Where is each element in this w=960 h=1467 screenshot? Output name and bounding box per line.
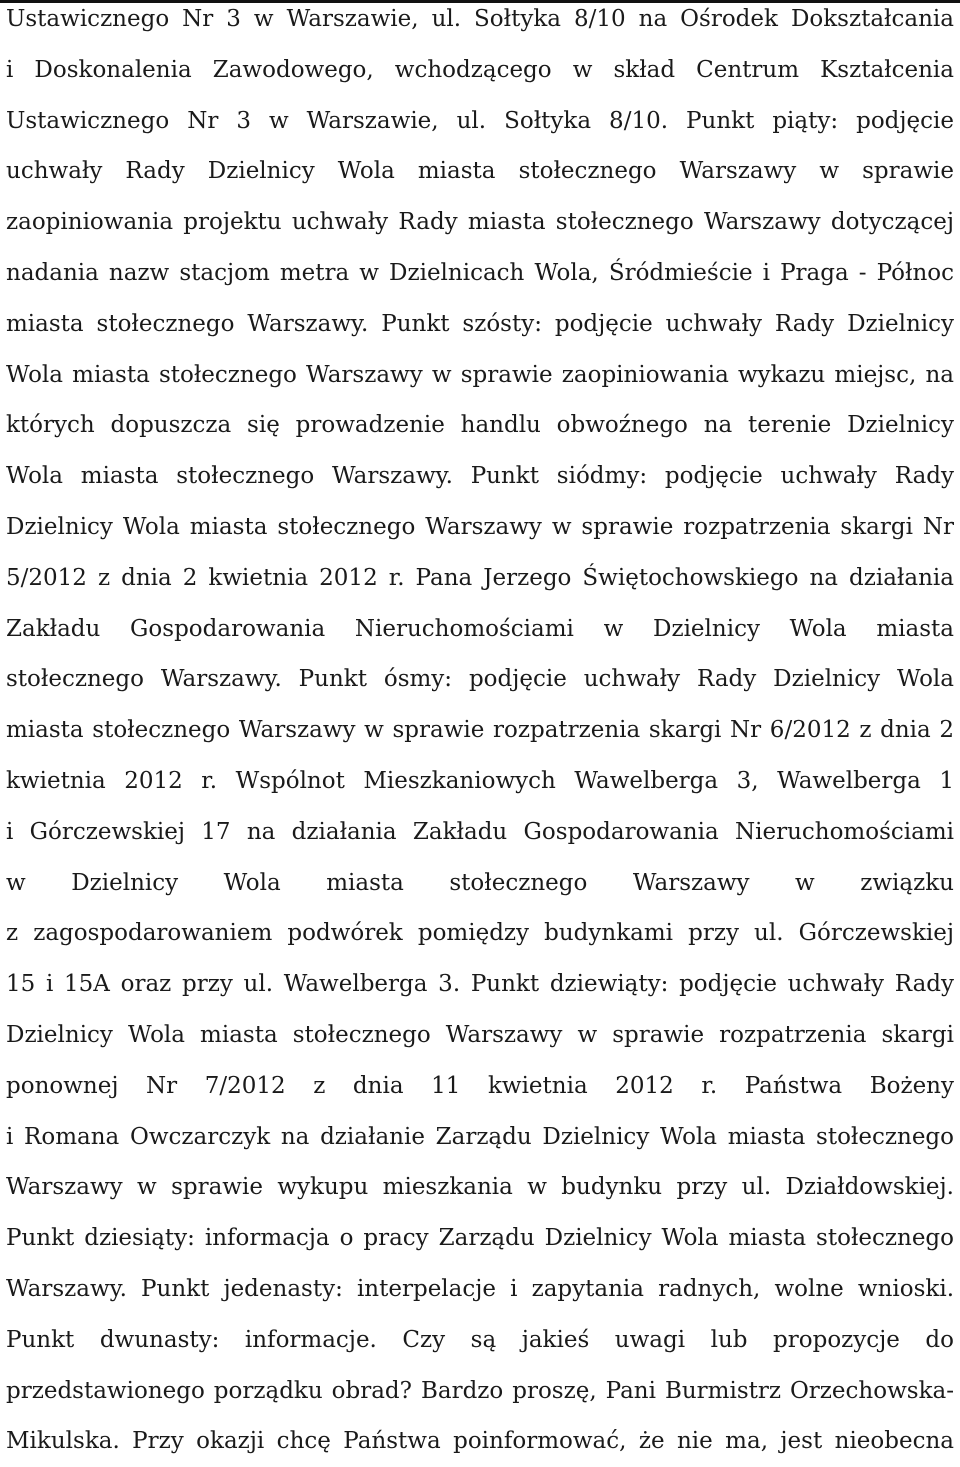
text-line: Warszawy. Punkt jedenasty: interpelacje i zapytania radnych, wolne wnioski. [6, 1275, 954, 1302]
text-line: zaopiniowania projektu uchwały Rady miasta stołecznego Warszawy dotyczącej [6, 209, 954, 236]
text-line: Dzielnicy Wola miasta stołecznego Warszawy w sprawie rozpatrzenia skargi [6, 1021, 954, 1048]
text-line: Ustawicznego Nr 3 w Warszawie, ul. Sołtyka 8/10 na Ośrodek Dokształcania [6, 6, 954, 32]
text-line: stołecznego Warszawy. Punkt ósmy: podjęcie uchwały Rady Dzielnicy Wola [6, 666, 954, 693]
text-line: Punkt dwunasty: informacje. Czy są jakieś uwagi lub propozycje do [6, 1326, 954, 1353]
document-body [6, 0, 954, 1467]
text-line: Punkt dziesiąty: informacja o pracy Zarządu Dzielnicy Wola miasta stołecznego [6, 1225, 954, 1252]
text-line: nadania nazw stacjom metra w Dzielnicach Wola, Śródmieście i Praga - Północ [6, 259, 954, 286]
text-line: i Górczewskiej 17 na działania Zakładu Gospodarowania Nieruchomościami [6, 818, 954, 845]
text-line: Ustawicznego Nr 3 w Warszawie, ul. Sołtyka 8/10. Punkt piąty: podjęcie [6, 107, 954, 134]
text-line: przedstawionego porządku obrad? Bardzo proszę, Pani Burmistrz Orzechowska- [6, 1377, 954, 1404]
text-line: Dzielnicy Wola miasta stołecznego Warszawy w sprawie rozpatrzenia skargi Nr [6, 513, 954, 540]
text-line: ponownej Nr 7/2012 z dnia 11 kwietnia 2012 r. Państwa Bożeny [6, 1072, 954, 1099]
text-line: Wola miasta stołecznego Warszawy. Punkt siódmy: podjęcie uchwały Rady [6, 463, 954, 490]
text-line: Zakładu Gospodarowania Nieruchomościami w Dzielnicy Wola miasta [6, 615, 954, 642]
text-line: miasta stołecznego Warszawy w sprawie rozpatrzenia skargi Nr 6/2012 z dnia 2 [6, 717, 954, 744]
text-line: Warszawy w sprawie wykupu mieszkania w budynku przy ul. Działdowskiej. [6, 1174, 954, 1201]
text-line: Wola miasta stołecznego Warszawy w sprawie zaopiniowania wykazu miejsc, na [6, 361, 954, 388]
text-line: uchwały Rady Dzielnicy Wola miasta stołecznego Warszawy w sprawie [6, 158, 954, 185]
text-line: kwietnia 2012 r. Wspólnot Mieszkaniowych Wawelberga 3, Wawelberga 1 [6, 767, 954, 794]
text-line: i Doskonalenia Zawodowego, wchodzącego w skład Centrum Kształcenia [6, 56, 954, 83]
text-line: 5/2012 z dnia 2 kwietnia 2012 r. Pana Jerzego Świętochowskiego na działania [6, 564, 954, 591]
text-line: w Dzielnicy Wola miasta stołecznego Warszawy w związku [6, 869, 954, 896]
text-line: z zagospodarowaniem podwórek pomiędzy budynkami przy ul. Górczewskiej [6, 920, 954, 947]
text-line: Mikulska. Przy okazji chcę Państwa poinformować, że nie ma, jest nieobecna [6, 1428, 954, 1455]
text-line: których dopuszcza się prowadzenie handlu obwoźnego na terenie Dzielnicy [6, 412, 954, 439]
text-line: miasta stołecznego Warszawy. Punkt szósty: podjęcie uchwały Rady Dzielnicy [6, 310, 954, 337]
text-line: i Romana Owczarczyk na działanie Zarządu Dzielnicy Wola miasta stołecznego [6, 1123, 954, 1150]
text-line: 15 i 15A oraz przy ul. Wawelberga 3. Punkt dziewiąty: podjęcie uchwały Rady [6, 971, 954, 998]
